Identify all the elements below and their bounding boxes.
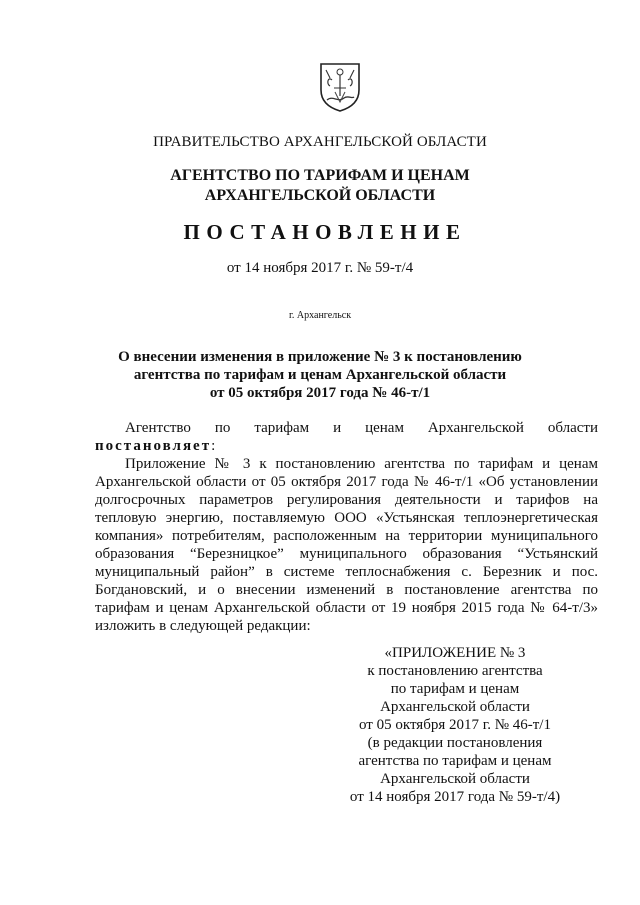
- agency-name-line1: АГЕНТСТВО ПО ТАРИФАМ И ЦЕНАМ: [170, 167, 470, 184]
- intro-text: Агентство по тарифам и ценам Архангельской области: [125, 420, 598, 436]
- appendix-line: Архангельской области: [380, 771, 530, 787]
- document-date-number: от 14 ноября 2017 г. № 59-т/4: [226, 260, 414, 276]
- government-name: ПРАВИТЕЛЬСТВО АРХАНГЕЛЬСКОЙ ОБЛАСТИ: [153, 134, 487, 150]
- appendix-block: [320, 644, 590, 806]
- agency-name: [0, 166, 640, 206]
- appendix-line: от 14 ноября 2017 года № 59-т/4): [349, 789, 561, 805]
- agency-name-line2: АРХАНГЕЛЬСКОЙ ОБЛАСТИ: [204, 187, 436, 204]
- appendix-line: Архангельской области: [380, 699, 530, 715]
- appendix-line: к постановлению агентства: [367, 663, 543, 679]
- intro-paragraph: [95, 419, 598, 455]
- subject-line3: от 05 октября 2017 года № 46-т/1: [209, 385, 431, 401]
- coat-of-arms-icon: [318, 62, 362, 112]
- main-paragraph: Приложение № 3 к постановлению агентства по тарифам и ценам Архангельской области от 05 октября 2017 года № 46-т/1 «Об установлении долгосрочных параметров регулирования деятельности и тарифов на тепловую энергию, поставляемую ООО «Устьянская теплоэнергетическая компания» потребителям, расположенным на территории муниципального образования “Березницкое” муниципального образования “Устьянский муниципальный район” в системе теплоснабжения с. Березник и пос. Богдановский, и о внесении изменений в постановление агентства по тарифам и ценам Архангельской области от 19 ноября 2015 года № 64-т/3» изложить в следующей редакции:: [95, 456, 598, 634]
- subject-line1: О внесении изменения в приложение № 3 к постановлению: [118, 349, 522, 365]
- intro-end: :: [211, 438, 216, 454]
- document-body: [95, 419, 598, 635]
- appendix-line: (в редакции постановления: [367, 735, 543, 751]
- document-city: г. Архангельск: [288, 310, 352, 321]
- appendix-line: агентства по тарифам и ценам: [358, 753, 552, 769]
- subject-line2: агентства по тарифам и ценам Архангельской области: [133, 367, 507, 383]
- appendix-line: по тарифам и ценам: [390, 681, 520, 697]
- document-subject: [0, 348, 640, 402]
- appendix-line: от 05 октября 2017 г. № 46-т/1: [359, 717, 551, 733]
- intro-verb: постановляет: [95, 438, 212, 454]
- document-type: ПОСТАНОВЛЕНИЕ: [183, 220, 467, 244]
- appendix-line: «ПРИЛОЖЕНИЕ № 3: [384, 645, 526, 661]
